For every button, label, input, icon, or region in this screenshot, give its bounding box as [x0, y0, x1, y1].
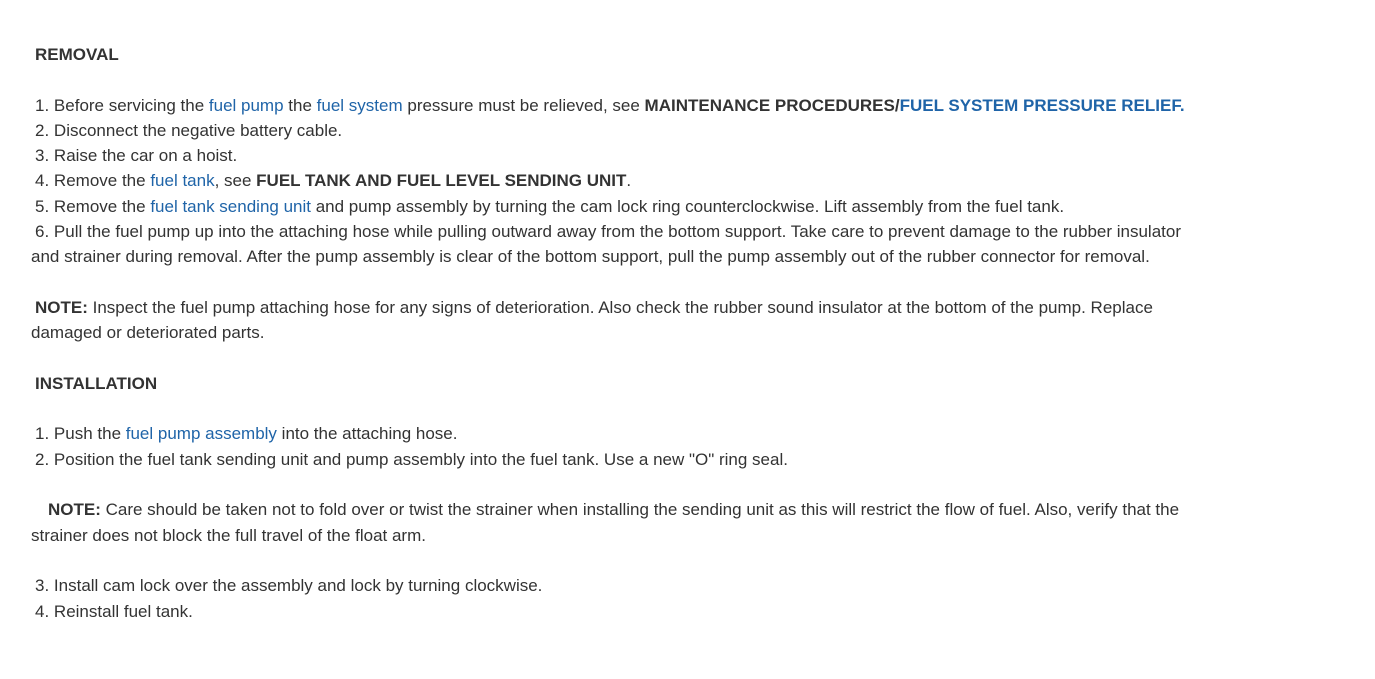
installation-step-1: 1. Push the fuel pump assembly into the attaching hose. [35, 424, 458, 444]
removal-step-1: 1. Before servicing the fuel pump the fuel system pressure must be relieved, see MAINTENANCE PROCEDURES/FUEL SYSTEM PRESSURE RELIEF. [35, 95, 1185, 115]
removal-step-3: 3. Raise the car on a hoist. [35, 146, 238, 166]
fuel-pump-link[interactable]: fuel pump [208, 95, 284, 115]
spacer [31, 67, 1256, 92]
installation-step-4: 4. Reinstall fuel tank. [35, 601, 193, 621]
installation-step-2: 2. Position the fuel tank sending unit and pump assembly into the fuel tank. Use a new "O" ring seal. [35, 449, 788, 469]
spacer [31, 548, 1256, 573]
fuel-tank-link[interactable]: fuel tank [150, 171, 215, 191]
installation-heading: INSTALLATION [35, 373, 158, 393]
removal-step-5: 5. Remove the fuel tank sending unit and pump assembly by turning the cam lock ring counterclockwise. Lift assembly from the fuel tank. [35, 196, 1065, 216]
installation-step-3: 3. Install cam lock over the assembly and lock by turning clockwise. [35, 576, 543, 596]
spacer [31, 472, 1256, 497]
spacer [31, 396, 1256, 421]
fuel-system-pressure-relief-link[interactable]: FUEL SYSTEM PRESSURE RELIEF. [899, 95, 1185, 115]
removal-note-continued: damaged or deteriorated parts. [31, 323, 265, 343]
removal-step-6-continued: and strainer during removal. After the pump assembly is clear of the bottom support, pull the pump assembly out of the rubber connector for removal. [31, 247, 1150, 267]
removal-heading: REMOVAL [35, 45, 119, 64]
spacer [31, 270, 1256, 295]
removal-step-6: 6. Pull the fuel pump up into the attaching hose while pulling outward away from the bottom support. Take care to prevent damage to the rubber insulator [35, 222, 1182, 242]
removal-step-4: 4. Remove the fuel tank, see FUEL TANK AND FUEL LEVEL SENDING UNIT. [35, 171, 632, 191]
service-document [31, 42, 1256, 624]
fuel-pump-assembly-link[interactable]: fuel pump assembly [125, 424, 277, 444]
fuel-system-link[interactable]: fuel system [316, 95, 403, 115]
removal-note: NOTE: Inspect the fuel pump attaching hose for any signs of deterioration. Also check the rubber sound insulator at the bottom of the pump. Replace [35, 297, 1153, 317]
fuel-tank-sending-unit-link[interactable]: fuel tank sending unit [150, 196, 311, 216]
installation-note-continued: strainer does not block the full travel of the float arm. [31, 525, 426, 545]
spacer [31, 346, 1256, 371]
installation-note: NOTE: Care should be taken not to fold over or twist the strainer when installing the sending unit as this will restrict the flow of fuel. Also, verify that the [48, 500, 1180, 520]
removal-step-2: 2. Disconnect the negative battery cable. [35, 120, 343, 140]
